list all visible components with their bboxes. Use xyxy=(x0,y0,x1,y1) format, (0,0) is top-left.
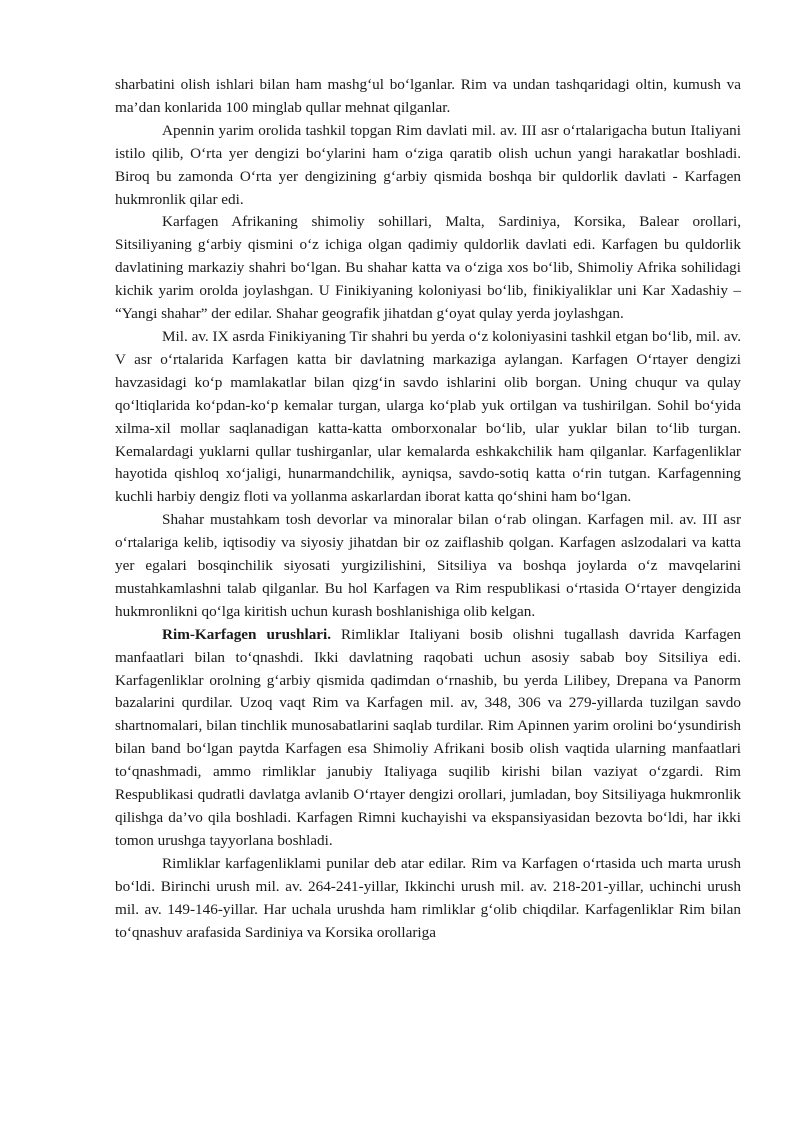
paragraph-three-wars: Rimliklar karfagenliklami punilar deb atar edilar. Rim va Karfagen o‘rtasida uch marta urush bo‘ldi. Birinchi urush mil. av. 264-241-yillar, Ikkinchi urush mil. av. 218-201-yillar, uchinchi urush mil. av. 149-146-yillar. Har uchala urushda ham rimliklar g‘olib chiqdilar. Karfagenliklar Rim bilan to‘qnashuv arafasida Sardiniya va Korsika orollariga xyxy=(115,854,741,941)
section-heading: Rim-Karfagen urushlari. xyxy=(162,625,332,643)
body-text xyxy=(115,74,741,944)
paragraph-rome-expansion: Apennin yarim orolida tashkil topgan Rim davlati mil. av. III asr o‘rtalarigacha butun Italiyani istilo qilib, O‘rta yer dengizi bo‘ylarini ham o‘ziga qaratib olish uchun yangi harakatlar boshladi. Biroq bu zamonda O‘rta yer dengizining g‘arbiy qismida boshqa bir quldorlik davlati - Karfagen hukmronlik qilar edi. xyxy=(115,121,741,208)
paragraph-punic-wars-intro xyxy=(115,624,741,853)
paragraph-continuation: sharbatini olish ishlari bilan ham mashg‘ul bo‘lganlar. Rim va undan tashqaridagi oltin, kumush va ma’dan konlarida 100 minglab qullar mehnat qilganlar. xyxy=(115,76,741,116)
section-heading-text: Rimliklar Italiyani bosib olishni tugallash davrida Karfagen manfaatlari bilan to‘qnashdi. Ikki davlatning raqobati uchun asosiy sabab boy Sitsiliya edi. Karfagenliklar orolning g‘arbiy qismida qadimdan o‘rnashib, bu yerda Lilibey, Drepana va Panorm bazalarini qurdilar. Uzoq vaqt Rim va Karfagen mil. av, 348, 306 va 279-yillarda tuzilgan savdo shartnomalari, bilan tinchlik munosabatlarini saqlab turdilar. Rim Apinnen yarim orolini bo‘ysundirish bilan band bo‘lgan paytda Karfagen esa Shimoliy Afrikani bosib olish vaqtida ularning manfaatlari to‘qnashmadi, ammo rimliklar janubiy Italiyaga suqilib kirishi bilan vaziyat o‘zgardi. Rim Respublikasi qudratli davlatga avlanib O‘rtayer dengizi orollari, jumladan, boy Sitsiliyaga hukmronlik qilishga da’vo qila boshladi. Karfagen Rimni kuchayishi va ekspansiyasidan bezovta bo‘ldi, har ikki tomon urushga tayyorlana boshladi. xyxy=(115,625,741,849)
paragraph-carthage-description: Karfagen Afrikaning shimoliy sohillari, Malta, Sardiniya, Korsika, Balear orollari, Sitsiliyaning g‘arbiy qismini o‘z ichiga olgan qadimiy quldorlik davlati edi. Karfagen bu quldorlik davlatining markaziy shahri bo‘lgan. Bu shahar katta va o‘ziga xos bo‘lib, Shimoliy Afrika sohilidagi kichik yarim orolda joylashgan. U Finikiyaning koloniyasi bo‘lib, finikiyaliklar uni Kar Xadashiy – “Yangi shahar” der edilar. Shahar geografik jihatdan g‘oyat qulay yerda joylashgan. xyxy=(115,213,741,323)
paragraph-carthage-walls: Shahar mustahkam tosh devorlar va minoralar bilan o‘rab olingan. Karfagen mil. av. III asr o‘rtalariga kelib, iqtisodiy va siyosiy jihatdan bir oz zaiflashib qolgan. Karfagen aslzodalari va katta yer egalari bosqinchilik siyosati yurgizilishini, Sitsiliya va boshqa joylarda o‘z mavqelarini mustahkamlashni talab qilganlar. Bu hol Karfagen va Rim respublikasi o‘rtasida O‘rtayer dengizida hukmronlikni qo‘lga kiritish uchun kurash boshlanishiga olib kelgan. xyxy=(115,511,741,620)
paragraph-carthage-history: Mil. av. IX asrda Finikiyaning Tir shahri bu yerda o‘z koloniyasini tashkil etgan bo‘lib, mil. av. V asr o‘rtalarida Karfagen katta bir davlatning markaziga aylangan. Karfagen O‘rtayer dengizi havzasidagi ko‘p mamlakatlar bilan qizg‘in savdo ishlarini olib borgan. Uning chuqur va qulay qo‘ltiqlarida ko‘pdan-ko‘p kemalar turgan, ularga ko‘plab yuk ortilgan va tushirilgan. Sohil bo‘yida xilma-xil mollar saqlanadigan katta-katta omborxonalar bo‘lib, ular yuklar bilan to‘lib turgan. Kemalardagi yuklarni qullar tushirganlar, ular kemalarda eshkakchilik ham qilganlar. Karfagenliklar hayotida qishloq xo‘jaligi, hunarmandchilik, ayniqsa, savdo-sotiq katta o‘rin tutgan. Karfagenning kuchli harbiy dengiz floti va yollanma askarlardan iborat katta qo‘shini ham bo‘lgan. xyxy=(115,327,741,506)
